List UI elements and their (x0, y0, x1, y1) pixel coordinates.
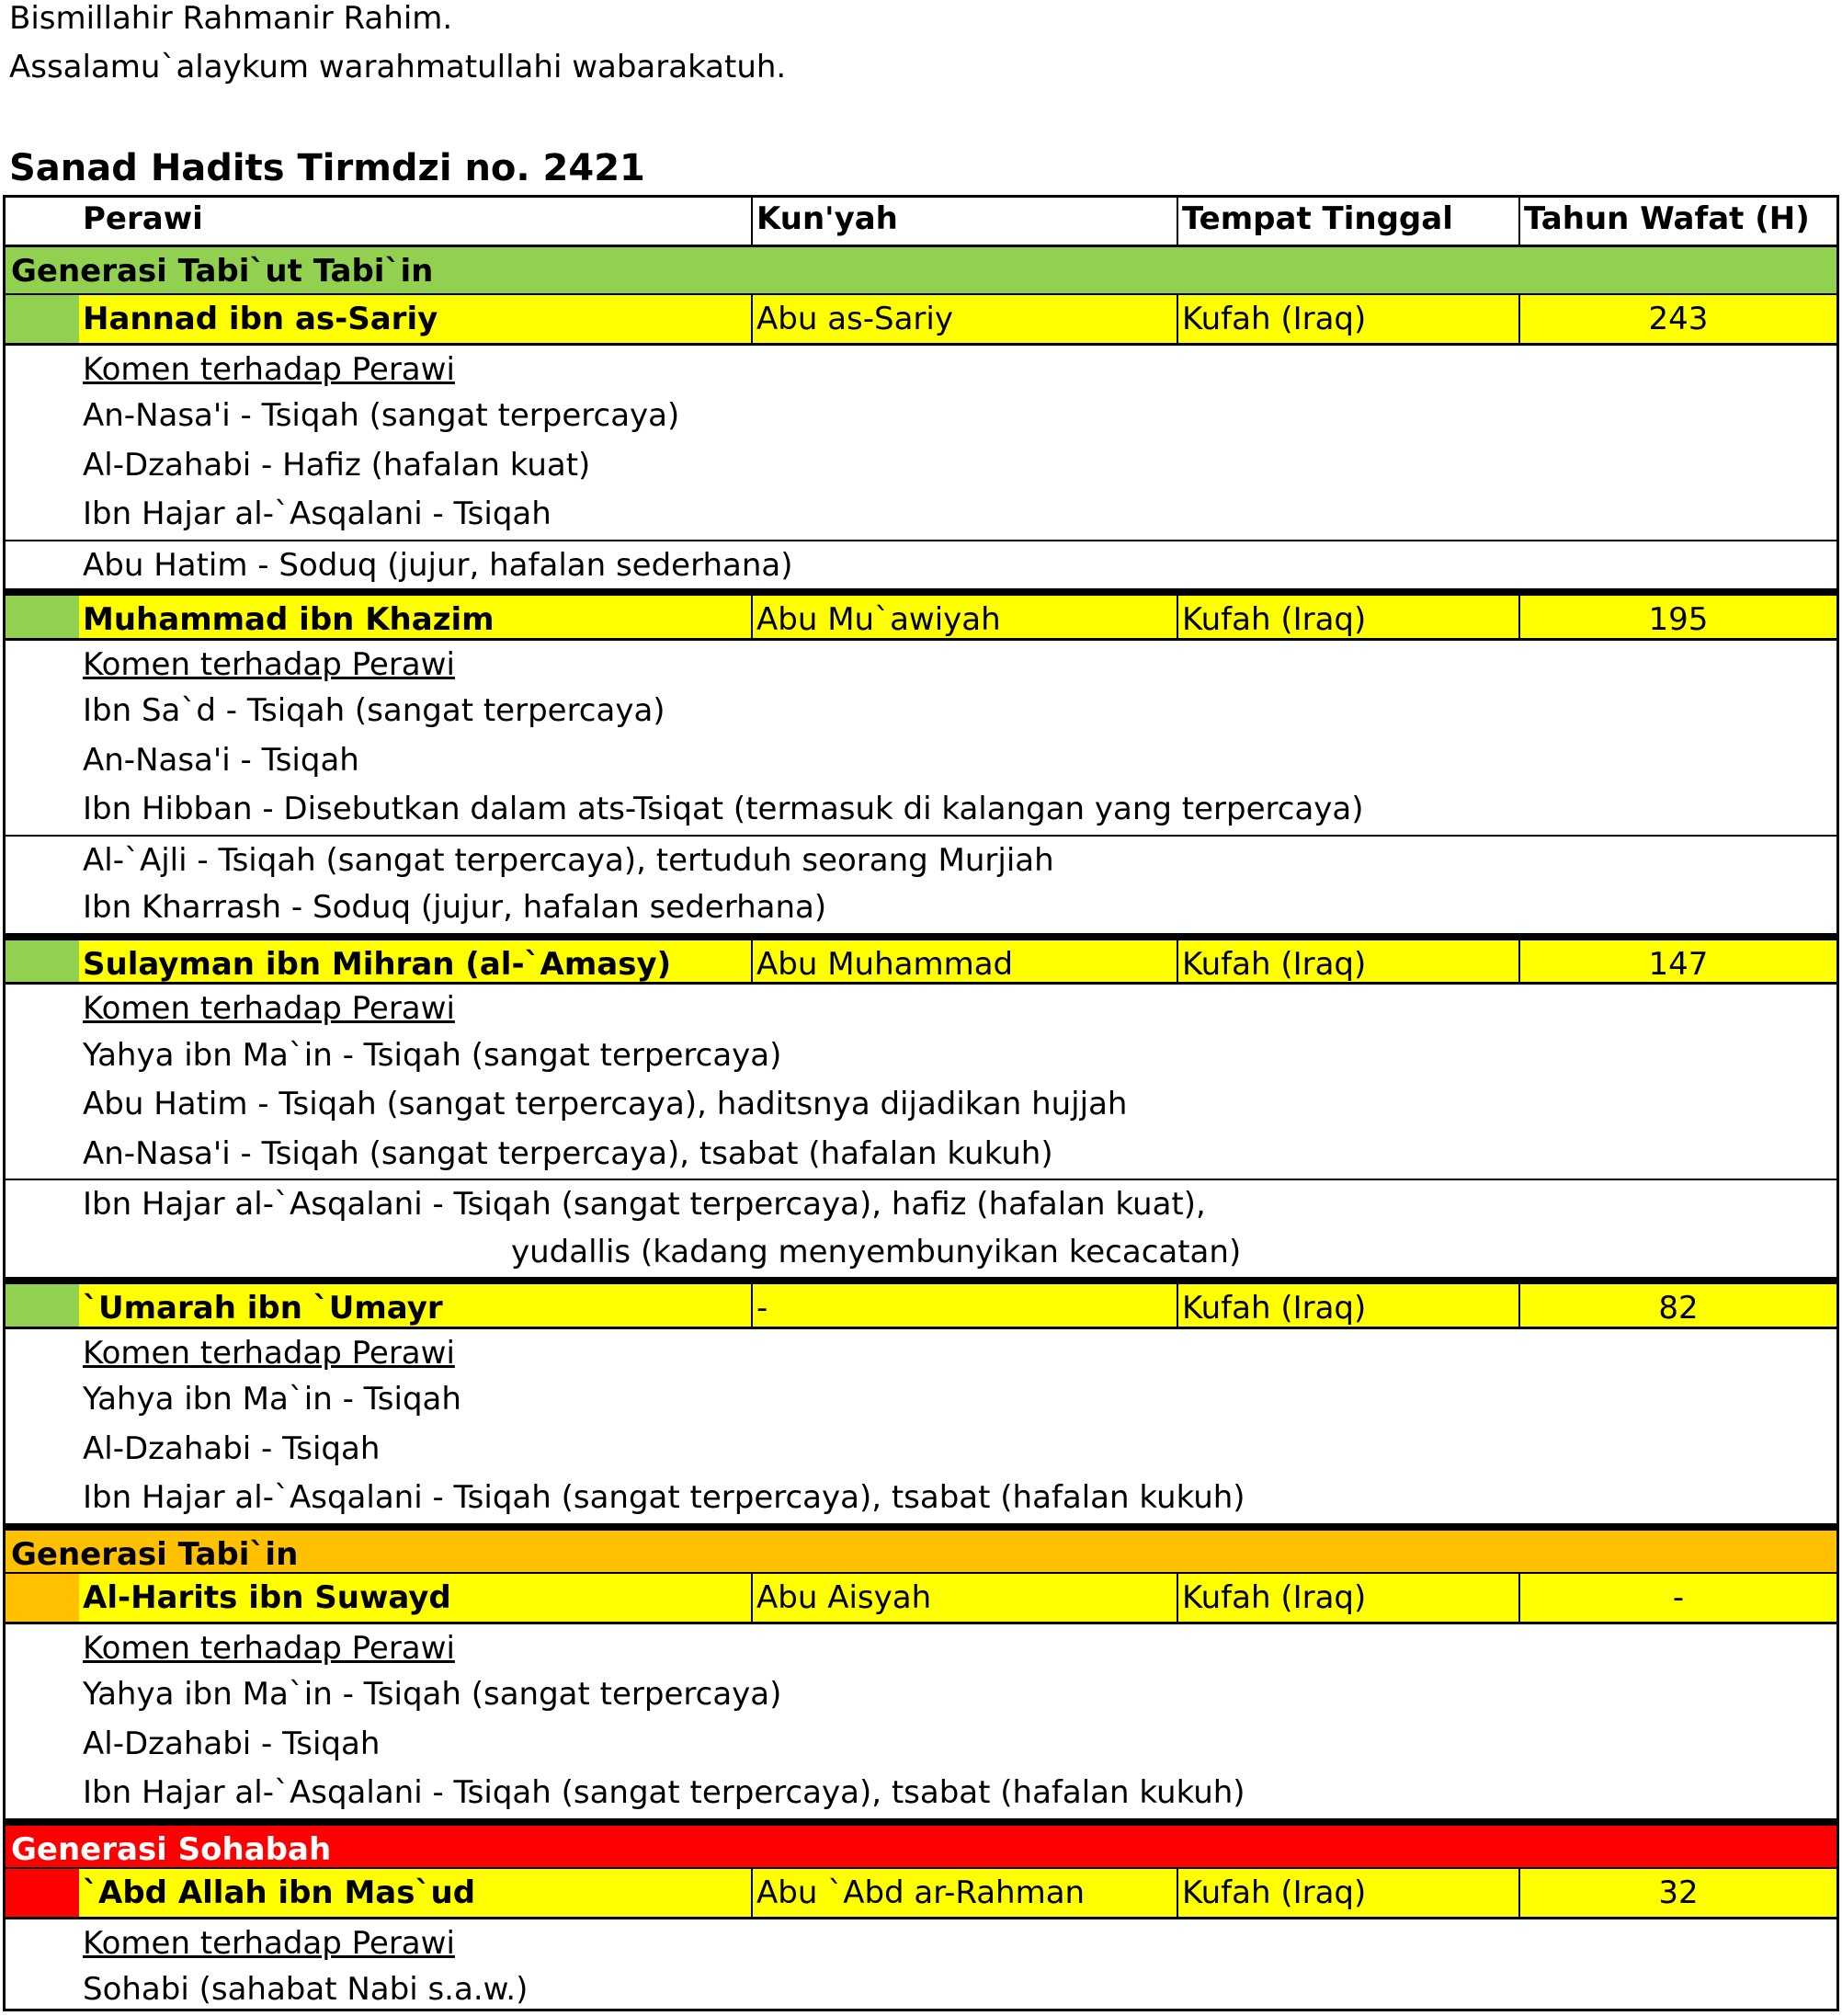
comment-text: An-Nasa'i - Tsiqah (sangat terpercaya), tsabat (hafalan kukuh) (83, 1134, 1053, 1172)
narrator-row-n1 (6, 293, 1836, 343)
comment-row (6, 1474, 1836, 1523)
comment-text: Sohabi (sahabat Nabi s.a.w.) (83, 1971, 529, 2008)
narrator-kunyah: Abu Muhammad (751, 940, 1177, 983)
narrator-name: Al-Harits ibn Suwayd (79, 1574, 751, 1622)
comment-row (6, 490, 1836, 540)
generation-row-g2 (6, 1523, 1836, 1573)
comment-row (6, 1031, 1836, 1081)
document-title: Sanad Hadits Tirmdzi no. 2421 (9, 147, 645, 189)
comment-text: Yahya ibn Ma`in - Tsiqah (83, 1381, 461, 1418)
comment-heading-row (6, 1327, 1836, 1376)
comment-row (6, 540, 1836, 589)
comment-heading-row (6, 982, 1836, 1031)
narrator-death-year: 195 (1518, 596, 1836, 638)
greeting-line-1: Bismillahir Rahmanir Rahim. (9, 0, 453, 37)
narrator-death-year: - (1518, 1574, 1836, 1622)
narrator-row-n5 (6, 1572, 1836, 1622)
comment-heading: Komen terhadap Perawi (83, 645, 455, 683)
narrator-row-n4 (6, 1277, 1836, 1327)
comment-text: Al-Dzahabi - Hafiz (hafalan kuat) (83, 446, 591, 484)
comment-text: An-Nasa'i - Tsiqah (83, 741, 359, 779)
narrator-death-year: 32 (1518, 1869, 1836, 1917)
generation-color-strip (6, 596, 79, 638)
comment-row (6, 883, 1836, 933)
narrator-kunyah: - (751, 1284, 1177, 1327)
header-perawi: Perawi (83, 200, 203, 237)
generation-label: Generasi Tabi`in (11, 1535, 299, 1573)
narrator-row-n6 (6, 1867, 1836, 1917)
narrator-residence: Kufah (Iraq) (1177, 1574, 1518, 1622)
comment-text: Ibn Kharrash - Soduq (jujur, hafalan sederhana) (83, 889, 827, 926)
narrator-row-n2 (6, 588, 1836, 638)
comment-heading-row (6, 1917, 1836, 1966)
comment-row (6, 835, 1836, 884)
narrator-residence: Kufah (Iraq) (1177, 596, 1518, 638)
table-header-row (6, 195, 1836, 245)
comment-heading: Komen terhadap Perawi (83, 1334, 455, 1372)
narrator-residence: Kufah (Iraq) (1177, 1869, 1518, 1917)
generation-label: Generasi Sohabah (11, 1830, 332, 1868)
narrator-death-year: 243 (1518, 295, 1836, 343)
comment-row (6, 687, 1836, 736)
comment-heading: Komen terhadap Perawi (83, 1629, 455, 1667)
comment-text: Al-Dzahabi - Tsiqah (83, 1429, 381, 1467)
narrator-kunyah: Abu as-Sariy (751, 295, 1177, 343)
comment-row (6, 785, 1836, 835)
greeting-line-2: Assalamu`alaykum warahmatullahi wabarakatuh. (9, 49, 787, 85)
comment-row (6, 392, 1836, 441)
comment-text: Ibn Hibban - Disebutkan dalam ats-Tsiqat (termasuk di kalangan yang terpercaya) (83, 791, 1364, 827)
narrator-death-year: 82 (1518, 1284, 1836, 1327)
comment-row (6, 441, 1836, 491)
comment-row (6, 1769, 1836, 1818)
narrator-name: Muhammad ibn Khazim (79, 596, 751, 638)
comment-text: An-Nasa'i - Tsiqah (sangat terpercaya) (83, 397, 680, 434)
header-tempat: Tempat Tinggal (1177, 195, 1518, 245)
comment-text: Ibn Hajar al-`Asqalani - Tsiqah (sangat terpercaya), tsabat (hafalan kukuh) (83, 1479, 1245, 1516)
narrator-death-year: 147 (1518, 940, 1836, 983)
comment-text: Ibn Hajar al-`Asqalani - Tsiqah (sangat terpercaya), hafiz (hafalan kuat), (83, 1186, 1206, 1223)
comment-text: Ibn Hajar al-`Asqalani - Tsiqah (83, 495, 551, 532)
header-kunyah: Kun'yah (751, 195, 1177, 245)
comment-heading: Komen terhadap Perawi (83, 1924, 455, 1962)
narrator-residence: Kufah (Iraq) (1177, 1284, 1518, 1327)
comment-row (6, 1720, 1836, 1770)
generation-row-g1 (6, 245, 1836, 294)
generation-row-g3 (6, 1818, 1836, 1868)
narrator-kunyah: Abu Aisyah (751, 1574, 1177, 1622)
comment-heading-row (6, 638, 1836, 688)
comment-row (6, 1130, 1836, 1179)
comment-row (6, 736, 1836, 786)
comment-heading-row (6, 1622, 1836, 1671)
comment-text: Ibn Sa`d - Tsiqah (sangat terpercaya) (83, 692, 665, 729)
comment-text: Abu Hatim - Soduq (jujur, hafalan sederhana) (83, 546, 793, 584)
comment-row (6, 1080, 1836, 1130)
comment-heading: Komen terhadap Perawi (83, 990, 455, 1027)
comment-heading: Komen terhadap Perawi (83, 350, 455, 388)
generation-color-strip (6, 1574, 79, 1622)
comment-text: Yahya ibn Ma`in - Tsiqah (sangat terpercaya) (83, 1676, 782, 1713)
comment-row (6, 1375, 1836, 1425)
generation-color-strip (6, 940, 79, 983)
comment-row (6, 1425, 1836, 1475)
comment-heading-row (6, 343, 1836, 393)
generation-color-strip (6, 1284, 79, 1327)
generation-color-strip (6, 295, 79, 343)
generation-label: Generasi Tabi`ut Tabi`in (11, 252, 434, 290)
generation-color-strip (6, 1869, 79, 1917)
narrator-name: Hannad ibn as-Sariy (79, 295, 751, 343)
narrator-table (3, 195, 1839, 2011)
comment-row (6, 1179, 1836, 1228)
comment-text: Ibn Hajar al-`Asqalani - Tsiqah (sangat terpercaya), tsabat (hafalan kukuh) (83, 1774, 1245, 1811)
narrator-kunyah: Abu `Abd ar-Rahman (751, 1869, 1177, 1917)
narrator-row-n3 (6, 933, 1836, 983)
comment-row (6, 1670, 1836, 1720)
comment-row (6, 1228, 1836, 1278)
narrator-residence: Kufah (Iraq) (1177, 295, 1518, 343)
narrator-name: Sulayman ibn Mihran (al-`Amasy) (79, 940, 751, 983)
narrator-name: `Umarah ibn `Umayr (79, 1284, 751, 1327)
narrator-residence: Kufah (Iraq) (1177, 940, 1518, 983)
narrator-name: `Abd Allah ibn Mas`ud (79, 1869, 751, 1917)
comment-text: Yahya ibn Ma`in - Tsiqah (sangat terpercaya) (83, 1036, 782, 1074)
comment-text: Abu Hatim - Tsiqah (sangat terpercaya), haditsnya dijadikan hujjah (83, 1086, 1128, 1122)
comment-text: Al-Dzahabi - Tsiqah (83, 1725, 381, 1762)
narrator-kunyah: Abu Mu`awiyah (751, 596, 1177, 638)
header-tahun: Tahun Wafat (H) (1518, 195, 1836, 245)
comment-text: Al-`Ajli - Tsiqah (sangat terpercaya), tertuduh seorang Murjiah (83, 841, 1054, 879)
comment-row (6, 1965, 1836, 2015)
comment-text: yudallis (kadang menyembunyikan kecacatan) (511, 1233, 1242, 1270)
